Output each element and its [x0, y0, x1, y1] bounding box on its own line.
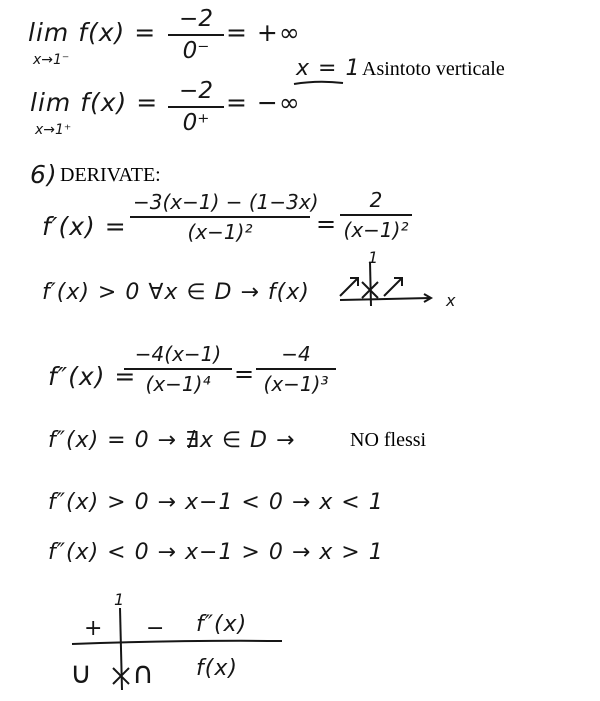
asymptote-label: Asintoto verticale [362, 58, 505, 80]
second-derivative-den2: (x−1)³ [263, 372, 329, 396]
table-minus: − [146, 616, 166, 641]
first-derivative-num2: 2 [340, 188, 412, 216]
sign-x-axis [340, 298, 430, 300]
sign-one-label: 1 [368, 248, 379, 267]
asymptote-underline [294, 82, 343, 84]
limit-right-den: 0⁺ [182, 110, 210, 136]
inflection-expr: f″(x) = 0 → ∄x ∈ D → [48, 428, 296, 453]
condition-positive: f″(x) > 0 → x−1 < 0 → x < 1 [48, 490, 384, 515]
second-derivative-eq: = [234, 360, 255, 388]
limit-right-result: = −∞ [226, 88, 301, 117]
limit-left-expr: lim f(x) = [28, 18, 157, 47]
table-plus: + [84, 616, 104, 641]
table-one-label: 1 [114, 590, 125, 609]
first-derivative-sign: f′(x) > 0 ∀x ∈ D → f(x) [42, 280, 310, 305]
first-derivative-num: −3(x−1) − (1−3x) [130, 190, 310, 218]
limit-left-sub: x→1⁻ [33, 52, 70, 68]
second-derivative-lhs: f″(x) = [48, 362, 137, 391]
limit-left-num: −2 [168, 6, 224, 36]
limit-left-result: = +∞ [226, 18, 301, 47]
limit-right-num: −2 [168, 78, 224, 108]
sign-table-line [72, 641, 282, 644]
section-title: DERIVATE: [60, 164, 161, 186]
asymptote-equation: x = 1 [296, 56, 361, 81]
limit-right-expr: lim f(x) = [30, 88, 159, 117]
sign-x-label: x [446, 291, 456, 310]
section-number: 6) [30, 160, 58, 189]
second-derivative-num: −4(x−1) [124, 342, 232, 370]
condition-negative: f″(x) < 0 → x−1 > 0 → x > 1 [48, 540, 384, 565]
table-cap: ∩ [132, 656, 155, 691]
increasing-arrow-left [340, 278, 358, 296]
first-derivative-den: (x−1)² [187, 220, 253, 244]
second-derivative-den: (x−1)⁴ [145, 372, 211, 396]
table-bottom-label: f(x) [196, 656, 238, 681]
inflection-label: NO flessi [350, 429, 427, 451]
table-top-label: f″(x) [196, 612, 248, 637]
limit-left-den: 0⁻ [182, 38, 210, 64]
first-derivative-lhs: f′(x) = [42, 212, 127, 241]
first-derivative-den2: (x−1)² [343, 218, 409, 242]
limit-right-sub: x→1⁺ [35, 122, 72, 138]
first-derivative-eq: = [316, 210, 337, 238]
second-derivative-num2: −4 [256, 342, 336, 370]
table-cup: ∪ [70, 656, 93, 691]
increasing-arrow-right [384, 278, 402, 296]
